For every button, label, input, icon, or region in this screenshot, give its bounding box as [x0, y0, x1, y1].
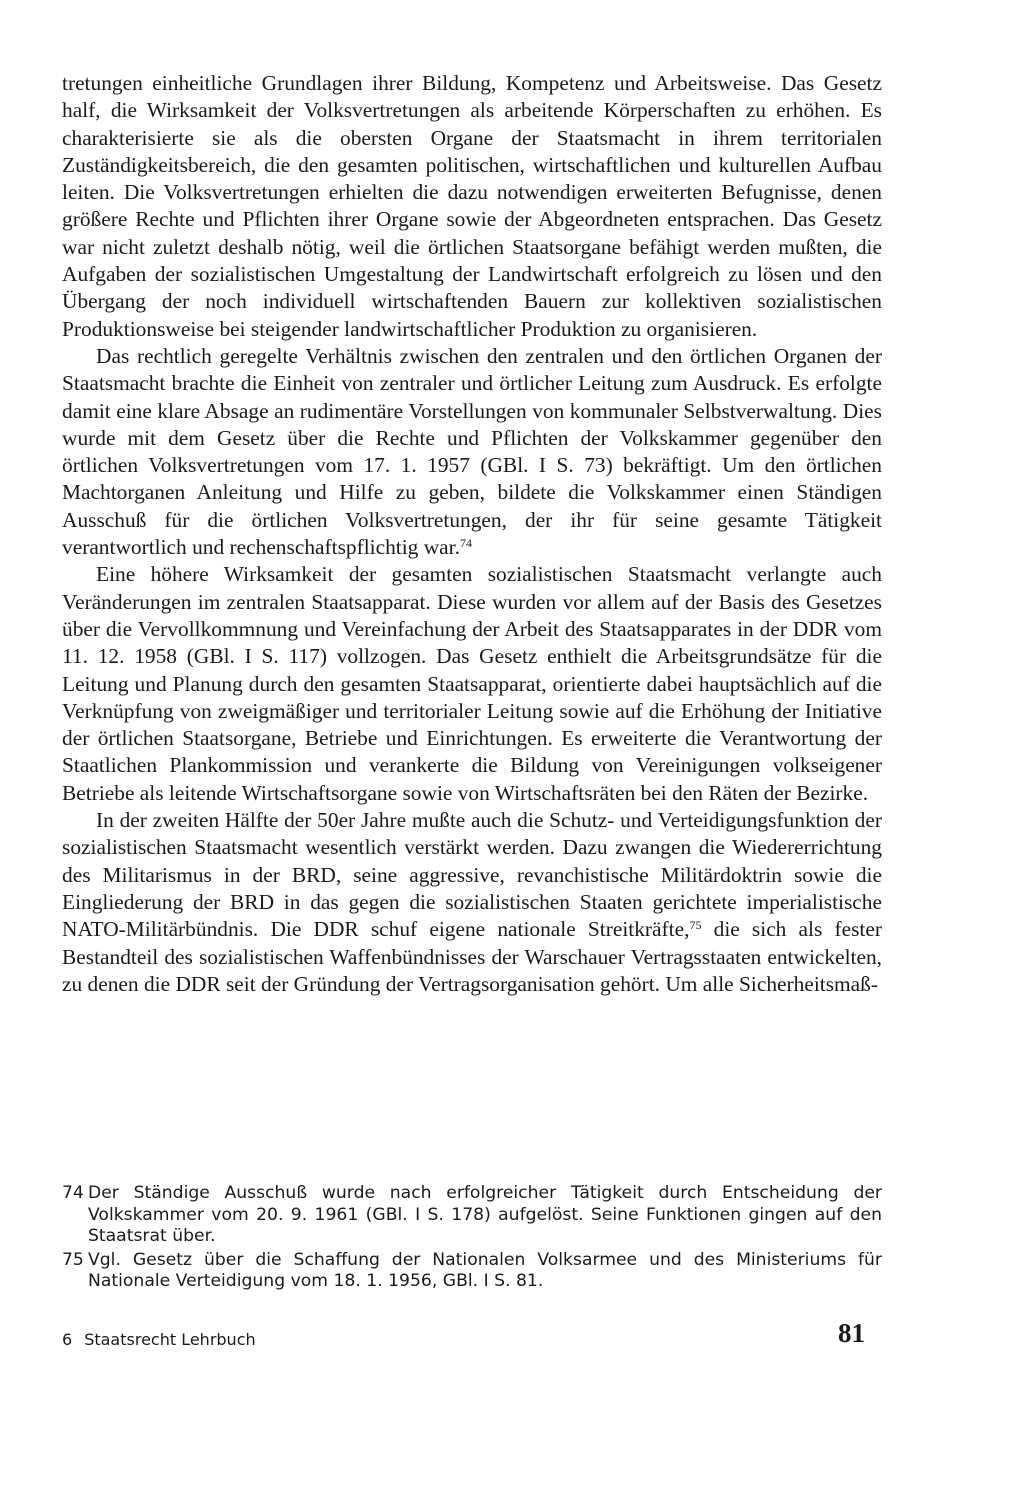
paragraph-2: [62, 343, 882, 561]
paragraph-3: [62, 561, 882, 807]
paragraph-2-text: Das rechtlich geregelte Verhältnis zwischen den zentralen und den örtlichen Organen der Staatsmacht brachte die Einheit von zentraler und örtlicher Leitung zum Ausdruck. Es erfolgte damit eine klare Absage an rudimentäre Vorstellungen von kommunaler Selbstverwaltung. Dies wurde mit dem Gesetz über die Rechte und Pflichten der Volkskammer gegenüber den örtlichen Volksvertretungen vom 17. 1. 1957 (GBl. I S. 73) bekräftigt. Um den örtlichen Machtorganen Anleitung und Hilfe zu geben, bildete die Volkskammer einen Ständigen Ausschuß für die örtlichen Volksvertretungen, der ihr für seine gesamte Tätigkeit verantwortlich und rechenschaftspflichtig war.: [62, 343, 882, 560]
footnote-ref-74[interactable]: 74: [459, 536, 472, 551]
signature-number: 6: [62, 1330, 73, 1349]
footnote-ref-75[interactable]: 75: [689, 918, 702, 933]
footnote-text: Der Ständige Ausschuß wurde nach erfolgreicher Tätigkeit durch Entscheidung der Volkskammer vom 20. 9. 1961 (GBl. I S. 178) aufgelöst. Seine Funktionen gingen auf den Staatsrat über.: [88, 1183, 882, 1246]
paragraph-4: [62, 807, 882, 998]
footnote-number: 74: [62, 1183, 84, 1203]
paragraph-4-text-before: In der zweiten Hälfte der 50er Jahre mußte auch die Schutz- und Verteidigungsfunktion der sozialistischen Staatsmacht wesentlich verstärkt werden. Dazu zwangen die Wiedererrichtung des Militarismus in der BRD, seine aggressive, revanchistische Militärdoktrin sowie die Eingliederung der BRD in das gegen die sozialistischen Staaten gerichtete imperialistische NATO-Militärbündnis. Die DDR schuf eigene nationale Streitkräfte,: [62, 808, 882, 942]
paragraph-4-text-after: die sich als fester Bestandteil des sozialistischen Waffenbündnisses der Warschauer Vertragsstaaten entwickelten, zu denen die DDR seit der Gründung der Vertragsorganisation gehört. Um alle Sicherheitsmaß-: [62, 917, 882, 996]
footnote-text: Vgl. Gesetz über die Schaffung der Nationalen Volksarmee und des Ministeriums für Nationale Verteidigung vom 18. 1. 1956, GBl. I S. 81.: [88, 1249, 882, 1291]
footnote-number: 75: [62, 1249, 84, 1270]
page-number: 81: [838, 1318, 865, 1348]
paragraph-1: [62, 70, 882, 343]
footnote-74: [62, 1183, 882, 1248]
signature-title: Staatsrecht Lehrbuch: [84, 1330, 256, 1349]
signature-mark: [62, 1330, 256, 1349]
paragraph-1-text: tretungen einheitliche Grundlagen ihrer Bildung, Kompetenz und Arbeitsweise. Das Gesetz half, die Wirksamkeit der Volksvertretungen als arbeitende Körperschaften zu erhöhen. Es charakterisierte sie als die obersten Organe der Staatsmacht in ihrem territorialen Zuständigkeitsbereich, die den gesamten politischen, wirtschaftlichen und kulturellen Aufbau leiten. Die Volksvertretungen erhielten die dazu notwendigen erweiterten Befugnisse, denen größere Rechte und Pflichten ihrer Organe sowie der Abgeordneten entsprachen. Das Gesetz war nicht zuletzt deshalb nötig, weil die örtlichen Staatsorgane befähigt werden mußten, die Aufgaben der sozialistischen Umgestaltung der Landwirtschaft erfolgreich zu lösen und den Übergang der noch individuell wirtschaftenden Bauern zur kollektiven sozialistischen Produktionsweise bei steigender landwirtschaftlicher Produktion zu organisieren.: [62, 71, 882, 341]
paragraph-3-text: Eine höhere Wirksamkeit der gesamten sozialistischen Staatsmacht verlangte auch Veränderungen im zentralen Staatsapparat. Diese wurden vor allem auf der Basis des Gesetzes über die Vervollkommnung und Vereinfachung der Arbeit des Staatsapparates in der DDR vom 11. 12. 1958 (GBl. I S. 117) vollzogen. Das Gesetz enthielt die Arbeitsgrundsätze für die Leitung und Planung durch den gesamten Staatsapparat, orientierte dabei hauptsächlich auf die Verknüpfung von zweigmäßiger und territorialer Leitung sowie auf die Erhöhung der Initiative der örtlichen Staatsorgane, Betriebe und Einrichtungen. Es erweiterte die Verantwortung der Staatlichen Plankommission und verankerte die Bildung von Vereinigungen volkseigener Betriebe als leitende Wirtschaftsorgane sowie von Wirtschaftsräten bei den Räten der Bezirke.: [62, 562, 882, 805]
footnote-75: [62, 1250, 882, 1293]
page-body: [62, 70, 882, 998]
footnotes: [62, 1183, 882, 1295]
